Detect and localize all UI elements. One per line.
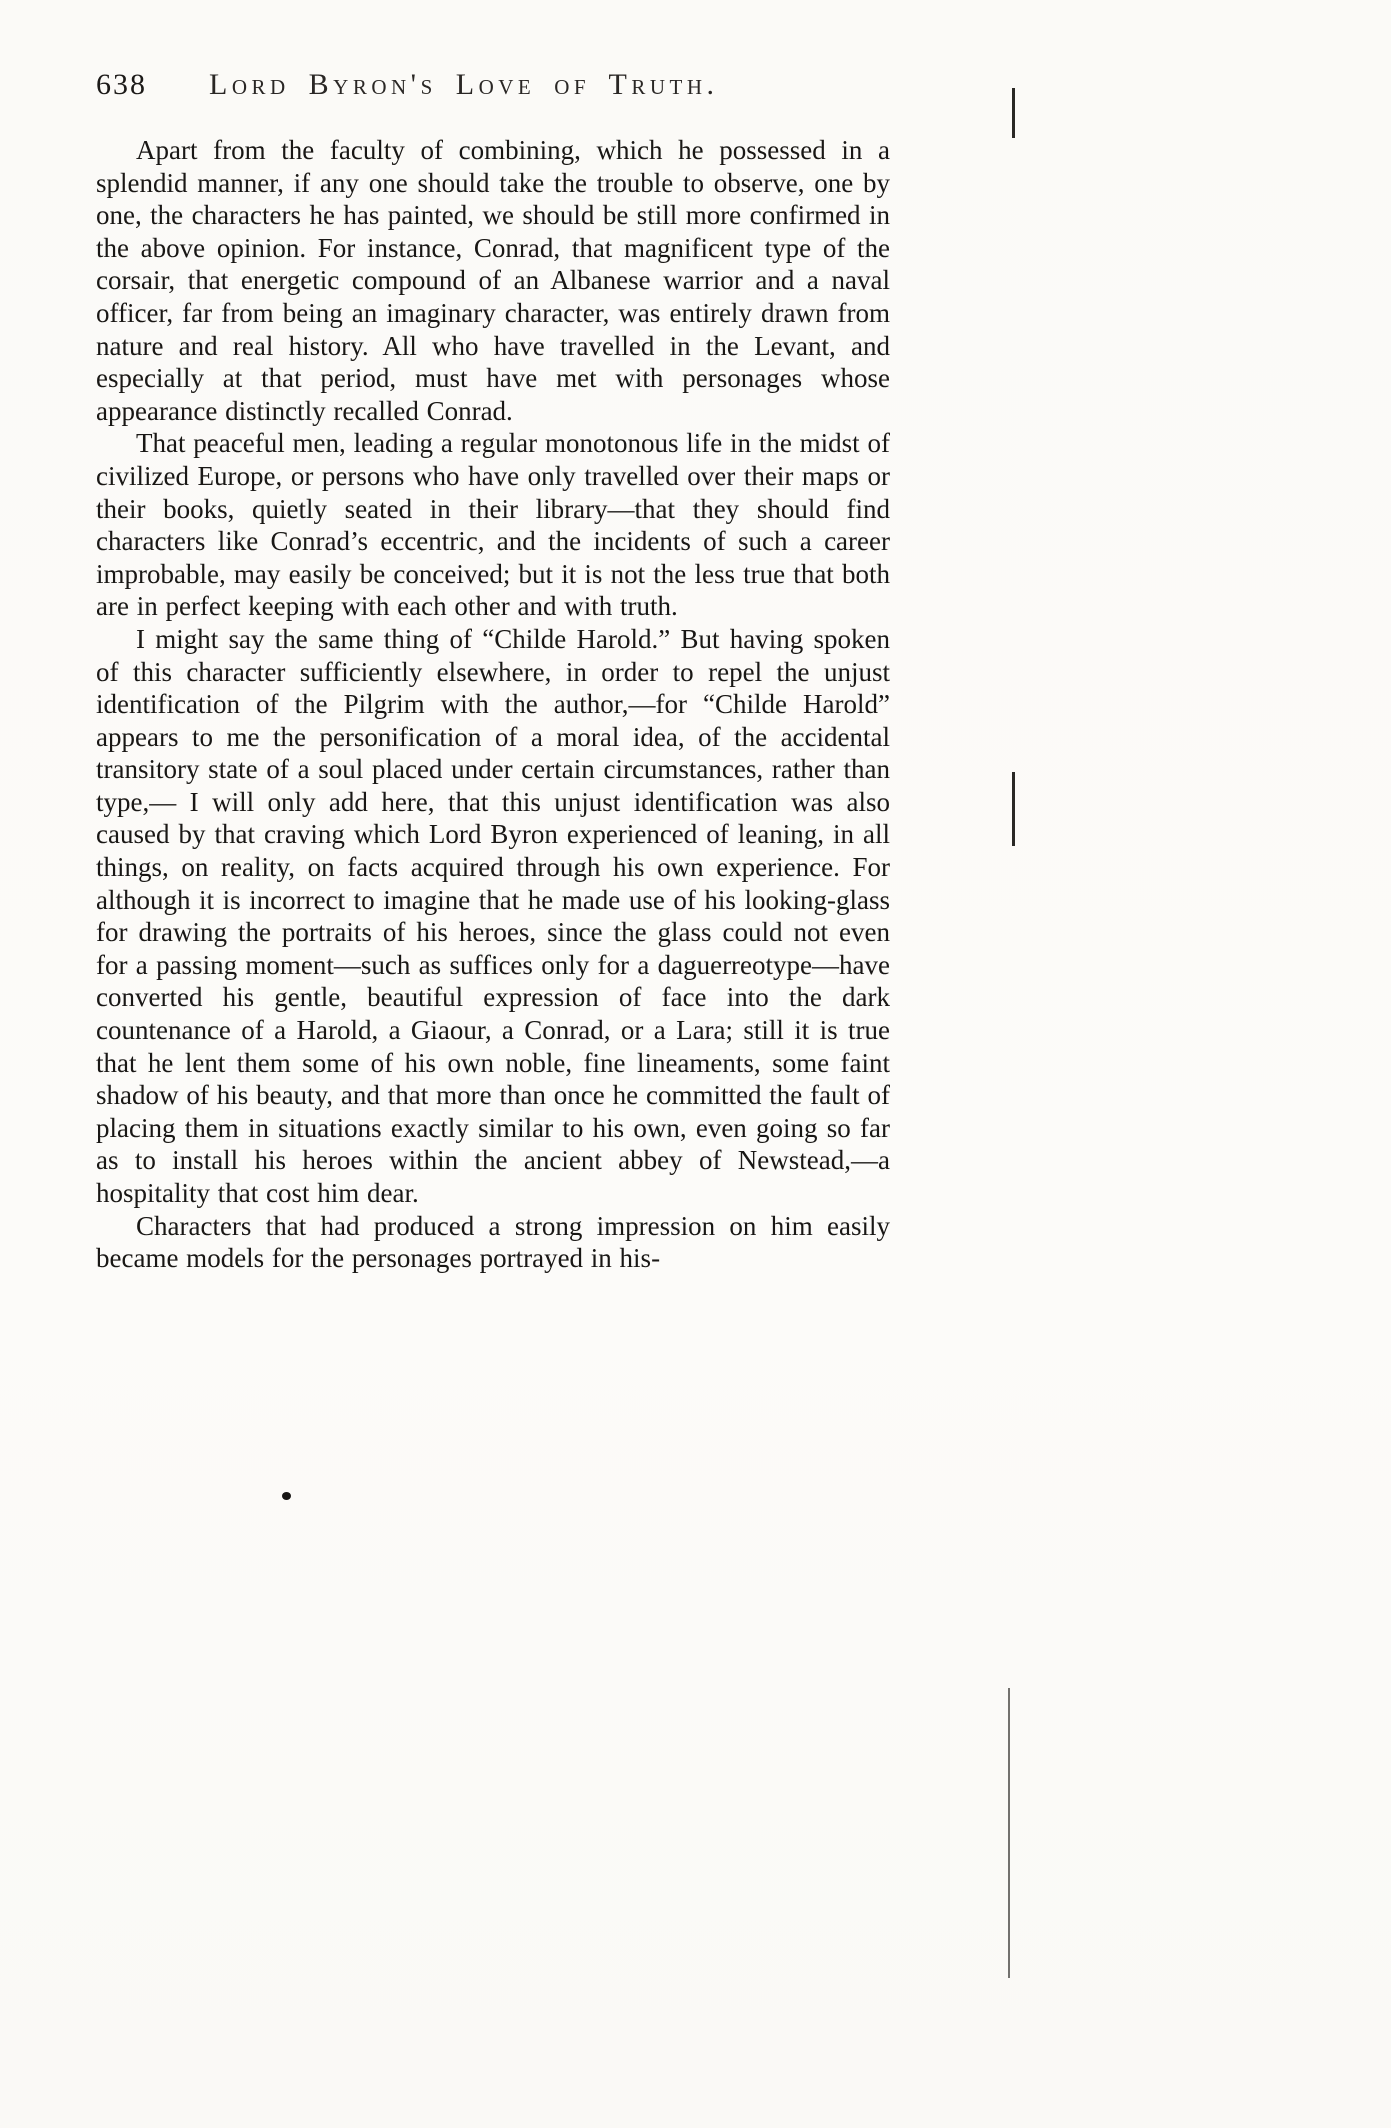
page-header: [96, 68, 896, 102]
scan-artifact-line-bottom: [1008, 1688, 1010, 1978]
scan-artifact-line-top: [1012, 88, 1015, 138]
paragraph: Apart from the faculty of combining, which he possessed in a splendid manner, if any one should take the trouble to observe, one by one, the characters he has painted, we should be still more confirmed in the above opinion. For instance, Conrad, that magnificent type of the corsair, that energetic compound of an Albanese warrior and a naval officer, far from being an imaginary character, was entirely drawn from nature and real history. All who have travelled in the Levant, and especially at that period, must have met with personages whose appearance distinctly recalled Conrad.: [96, 135, 890, 426]
running-title: Lord Byron's Love of Truth.: [209, 68, 719, 101]
paragraph: Characters that had produced a strong impression on him easily became models for the personages portrayed in his-: [96, 1210, 890, 1274]
page-body: [96, 134, 890, 1275]
paragraph: I might say the same thing of “Childe Harold.” But having spoken of this character sufficiently elsewhere, in order to repel the unjust identification of the Pilgrim with the author,—for “Childe Harold” appears to me the personification of a moral idea, of the accidental transitory state of a soul placed under certain circumstances, rather than type,— I will only add here, that this unjust identification was also caused by that craving which Lord Byron experienced of leaning, in all things, on reality, on facts acquired through his own experience. For although it is incorrect to imagine that he made use of his looking-glass for drawing the portraits of his heroes, since the glass could not even for a passing moment—such as suffices only for a daguerreotype—have converted his gentle, beautiful expression of face into the dark countenance of a Harold, a Giaour, a Conrad, or a Lara; still it is true that he lent them some of his own noble, fine lineaments, some faint shadow of his beauty, and that more than once he committed the fault of placing them in situations exactly similar to his own, even going so far as to install his heroes within the ancient abbey of Newstead,—a hospitality that cost him dear.: [96, 623, 890, 1208]
paragraph: That peaceful men, leading a regular monotonous life in the midst of civilized Europe, or persons who have only travelled over their maps or their books, quietly seated in their library—that they should find characters like Conrad’s eccentric, and the incidents of such a career improbable, may easily be conceived; but it is not the less true that both are in perfect keeping with each other and with truth.: [96, 428, 890, 622]
scan-artifact-line-middle: [1012, 772, 1015, 846]
page-number: 638: [96, 68, 147, 101]
scan-artifact-dot: [282, 1492, 291, 1500]
